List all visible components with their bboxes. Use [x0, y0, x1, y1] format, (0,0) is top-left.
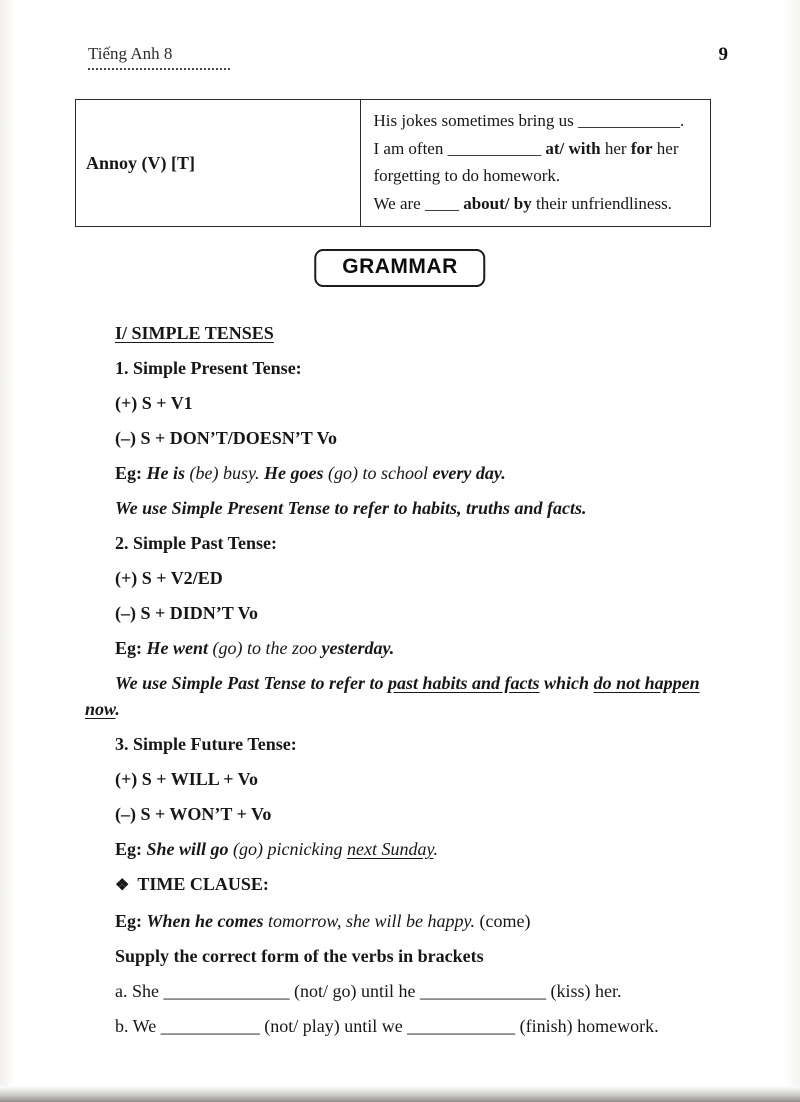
- heading-simple-present-tense: 1. Simple Present Tense:: [115, 358, 302, 378]
- formula-simple-past-negative: (–) S + DIDN’T Vo: [115, 603, 258, 623]
- heading-simple-past-tense: 2. Simple Past Tense:: [115, 533, 278, 553]
- grammar-section-box: [314, 249, 485, 287]
- usage-note-simple-past: We use Simple Past Tense to refer to past habits and facts which do not happen now.: [85, 673, 700, 719]
- page-number: 9: [718, 44, 728, 65]
- usage-note-simple-present: We use Simple Present Tense to refer to habits, truths and facts.: [115, 498, 587, 518]
- page-header: [88, 44, 728, 70]
- vocab-example-line: His jokes sometimes bring us ____________.: [373, 111, 685, 130]
- formula-simple-present-negative: (–) S + DON’T/DOESN’T Vo: [115, 428, 337, 448]
- heading-simple-future-tense: 3. Simple Future Tense:: [115, 734, 297, 754]
- example-simple-present: Eg: He is (be) busy. He goes (go) to school every day.: [115, 463, 506, 483]
- exercise-item-a: a. She ______________ (not/ go) until he ______________ (kiss) her.: [115, 981, 622, 1001]
- formula-simple-future-affirmative: (+) S + WILL + Vo: [115, 769, 258, 789]
- grammar-box-label: GRAMMAR: [342, 255, 458, 278]
- exercise-instruction: Supply the correct form of the verbs in brackets: [115, 946, 484, 966]
- vocab-table-row: [76, 100, 711, 227]
- vocab-example-line: We are ____ about/ by their unfriendliness.: [373, 193, 672, 213]
- example-simple-future: Eg: She will go (go) picnicking next Sunday.: [115, 839, 438, 859]
- page-bottom-edge-shadow: [0, 1086, 800, 1102]
- vocab-term-cell: [76, 100, 361, 227]
- heading-simple-tenses: I/ SIMPLE TENSES: [115, 323, 274, 343]
- vocab-table: [75, 99, 711, 227]
- heading-time-clause: [115, 871, 731, 899]
- book-title: Tiếng Anh 8: [88, 44, 230, 70]
- formula-simple-present-affirmative: (+) S + V1: [115, 393, 193, 413]
- example-time-clause: Eg: When he comes tomorrow, she will be happy. (come): [115, 911, 531, 931]
- example-simple-past: Eg: He went (go) to the zoo yesterday.: [115, 638, 395, 658]
- time-clause-label: TIME CLAUSE:: [137, 874, 269, 894]
- vocab-examples-cell: [361, 100, 711, 227]
- vocab-example-line: I am often ___________ at/ with her for her forgetting to do homework.: [373, 138, 679, 185]
- grammar-content: [85, 320, 731, 1048]
- diamond-bullet-icon: ❖: [115, 877, 130, 894]
- vocab-term: Annoy (V) [T]: [86, 152, 196, 173]
- formula-simple-past-affirmative: (+) S + V2/ED: [115, 568, 223, 588]
- exercise-item-b: b. We ___________ (not/ play) until we ____________ (finish) homework.: [115, 1016, 659, 1036]
- formula-simple-future-negative: (–) S + WON’T + Vo: [115, 804, 272, 824]
